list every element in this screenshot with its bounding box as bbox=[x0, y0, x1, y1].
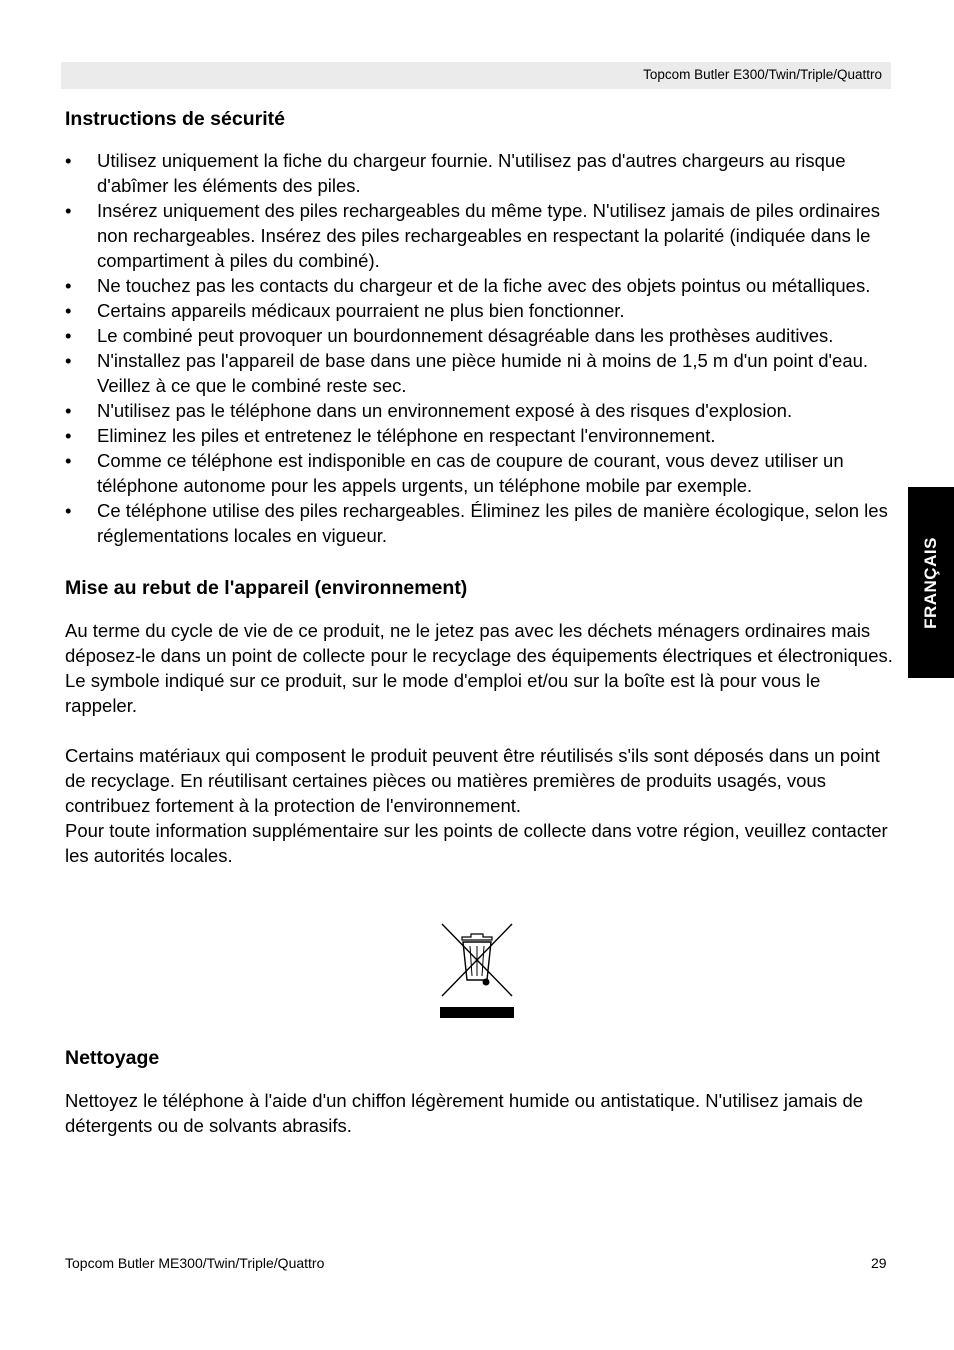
list-item: • Certains appareils médicaux pourraient ne plus bien fonctionner. bbox=[65, 300, 625, 321]
list-item: • N'utilisez pas le téléphone dans un environnement exposé à des risques d'explosion. bbox=[65, 400, 793, 421]
disposal-paragraph-1: Au terme du cycle de vie de ce produit, ne le jetez pas avec les déchets ménagers ordinaires mais déposez-le dans un point de collecte pour le recyclage des équipements électriques et électroniques. Le symbole indiqué sur ce produit, sur le mode d'emploi et/ou sur la boîte est là pour vous le rappeler. bbox=[65, 620, 893, 716]
page-header bbox=[61, 62, 891, 89]
list-item: • Ce téléphone utilise des piles rechargeables. Éliminez les piles de manière écologique, selon les réglementations locales en vigueur. bbox=[65, 500, 888, 546]
list-item: • Comme ce téléphone est indisponible en cas de coupure de courant, vous devez utiliser un téléphone autonome pour les appels urgents, un téléphone mobile par exemple. bbox=[65, 450, 844, 496]
list-item: • Ne touchez pas les contacts du chargeur et de la fiche avec des objets pointus ou métalliques. bbox=[65, 275, 871, 296]
list-item: • N'installez pas l'appareil de base dans une pièce humide ni à moins de 1,5 m d'un point d'eau. Veillez à ce que le combiné reste sec. bbox=[65, 350, 869, 396]
disposal-paragraph-3: Pour toute information supplémentaire sur les points de collecte dans votre région, veuillez contacter les autorités locales. bbox=[65, 820, 888, 866]
safety-title: Instructions de sécurité bbox=[65, 108, 285, 130]
page-number: 29 bbox=[871, 1255, 887, 1271]
language-tab bbox=[908, 487, 954, 678]
crossed-out-wheelie-bin-icon bbox=[440, 922, 514, 1018]
language-label: FRANÇAIS bbox=[921, 536, 940, 629]
cleaning-section bbox=[65, 1045, 895, 1138]
disposal-paragraph-2: Certains matériaux qui composent le produit peuvent être réutilisés s'ils sont déposés dans un point de recyclage. En réutilisant certaines pièces ou matières premières de produits usagés, vous contribuez fortement à la protection de l'environnement. bbox=[65, 745, 880, 816]
header-product-name: Topcom Butler E300/Twin/Triple/Quattro bbox=[643, 67, 882, 82]
cleaning-title: Nettoyage bbox=[65, 1047, 160, 1069]
main-content bbox=[65, 106, 895, 868]
footer-product-name: Topcom Butler ME300/Twin/Triple/Quattro bbox=[65, 1255, 325, 1271]
safety-list bbox=[65, 148, 895, 548]
cleaning-text: Nettoyez le téléphone à l'aide d'un chiffon légèrement humide ou antistatique. N'utilisez jamais de détergents ou de solvants abrasifs. bbox=[65, 1090, 864, 1136]
list-item: • Insérez uniquement des piles rechargeables du même type. N'utilisez jamais de piles ordinaires non rechargeables. Insérez des piles rechargeables en respectant la polarité (indiquée dans le compartiment à piles du combiné). bbox=[65, 200, 880, 271]
list-item: • Eliminez les piles et entretenez le téléphone en respectant l'environnement. bbox=[65, 425, 716, 446]
list-item: • Le combiné peut provoquer un bourdonnement désagréable dans les prothèses auditives. bbox=[65, 325, 834, 346]
list-item: • Utilisez uniquement la fiche du chargeur fournie. N'utilisez pas d'autres chargeurs au risque d'abîmer les éléments des piles. bbox=[65, 150, 846, 196]
disposal-title: Mise au rebut de l'appareil (environnement) bbox=[65, 577, 468, 599]
